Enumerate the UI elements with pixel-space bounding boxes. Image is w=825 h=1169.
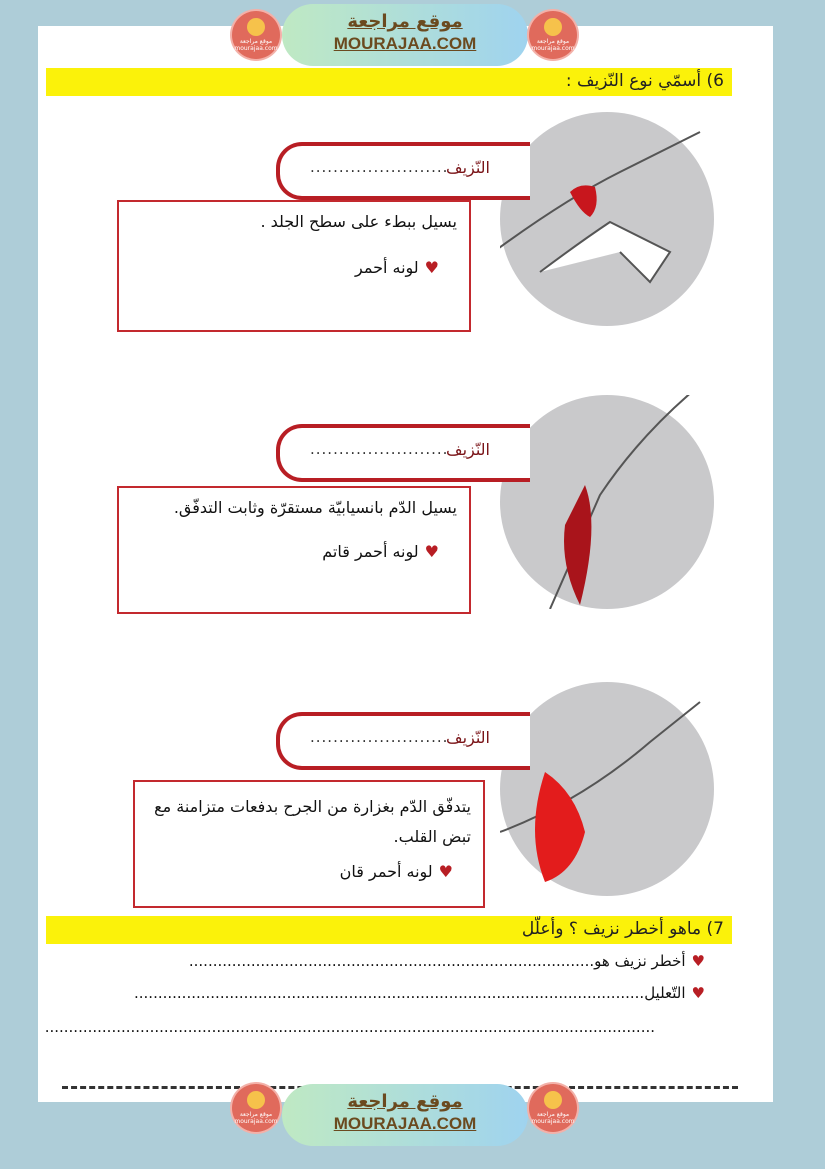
answer-pill-2[interactable] bbox=[276, 424, 530, 482]
pill-label-1: النّزيف bbox=[446, 158, 490, 177]
line-dots-2[interactable]: ........................................................................................................... bbox=[134, 984, 645, 1002]
description-text-1: يسيل ببطء على سطح الجلد . bbox=[260, 212, 457, 231]
banner-arabic[interactable]: موقع مراجعة bbox=[347, 11, 463, 32]
banner-english[interactable]: MOURAJAA.COM bbox=[333, 1114, 477, 1133]
heart-icon: ♥ bbox=[438, 862, 453, 881]
site-logo-left-top: موقع مراجعة mourajaa.com bbox=[232, 11, 280, 59]
description-box-1 bbox=[117, 200, 471, 332]
color-line-1 bbox=[355, 258, 439, 277]
description-text-2: يسيل الدّم بانسيابيّة مستقرّة وثابت التدفّق. bbox=[173, 498, 457, 517]
color-text-1: لونه أحمر bbox=[354, 258, 419, 277]
heart-icon: ♥ bbox=[691, 984, 705, 1002]
description-box-3 bbox=[133, 780, 485, 908]
site-banner-bottom[interactable] bbox=[282, 1084, 528, 1146]
banner-english[interactable]: MOURAJAA.COM bbox=[333, 34, 477, 53]
question-6-bar bbox=[46, 68, 732, 96]
question-6-title: 6) أسمّي نوع النّزيف : bbox=[565, 71, 724, 91]
answer-blank-3[interactable]: ........................ bbox=[310, 728, 449, 746]
site-logo-right-bottom: موقع مراجعة mourajaa.com bbox=[529, 1084, 577, 1132]
answer-line-1[interactable] bbox=[189, 952, 705, 970]
hand-illustration-1 bbox=[500, 112, 714, 326]
answer-blank-2[interactable]: ........................ bbox=[310, 440, 449, 458]
heart-icon: ♥ bbox=[691, 952, 705, 970]
question-7-title: 7) ماهو أخطر نزيف ؟ وأعلّل bbox=[521, 919, 724, 939]
hand-illustration-2 bbox=[500, 395, 714, 609]
heart-icon: ♥ bbox=[424, 258, 439, 277]
slow-bleeding-icon bbox=[500, 112, 714, 326]
answer-pill-1[interactable] bbox=[276, 142, 530, 200]
line-dots-3[interactable]: ................................................................................................................................ bbox=[44, 1018, 655, 1036]
line-dots-1[interactable]: ..................................................................................... bbox=[188, 952, 595, 970]
line-label-2: التّعليل bbox=[644, 984, 686, 1002]
banner-arabic[interactable]: موقع مراجعة bbox=[347, 1091, 463, 1112]
line-label-1: أخطر نزيف هو bbox=[594, 952, 686, 970]
answer-blank-1[interactable]: ........................ bbox=[310, 158, 449, 176]
arterial-bleeding-icon bbox=[500, 682, 714, 896]
venous-bleeding-icon bbox=[500, 395, 714, 609]
color-text-3: لونه أحمر قان bbox=[339, 862, 433, 881]
answer-line-3[interactable] bbox=[45, 1018, 655, 1036]
pill-label-3: النّزيف bbox=[446, 728, 490, 747]
answer-pill-3[interactable] bbox=[276, 712, 530, 770]
answer-line-2[interactable] bbox=[134, 984, 705, 1002]
color-line-3 bbox=[340, 862, 453, 881]
site-logo-right-top: موقع مراجعة mourajaa.com bbox=[529, 11, 577, 59]
hand-illustration-3 bbox=[500, 682, 714, 896]
color-line-2 bbox=[322, 542, 439, 561]
description-text-3: يتدفّق الدّم بغزارة من الجرح بدفعات متزامنة مع تبض القلب. bbox=[154, 797, 471, 846]
site-banner-top[interactable] bbox=[282, 4, 528, 66]
heart-icon: ♥ bbox=[424, 542, 439, 561]
question-7-bar bbox=[46, 916, 732, 944]
description-box-2 bbox=[117, 486, 471, 614]
color-text-2: لونه أحمر قاتم bbox=[322, 542, 419, 561]
site-logo-left-bottom: موقع مراجعة mourajaa.com bbox=[232, 1084, 280, 1132]
pill-label-2: النّزيف bbox=[446, 440, 490, 459]
